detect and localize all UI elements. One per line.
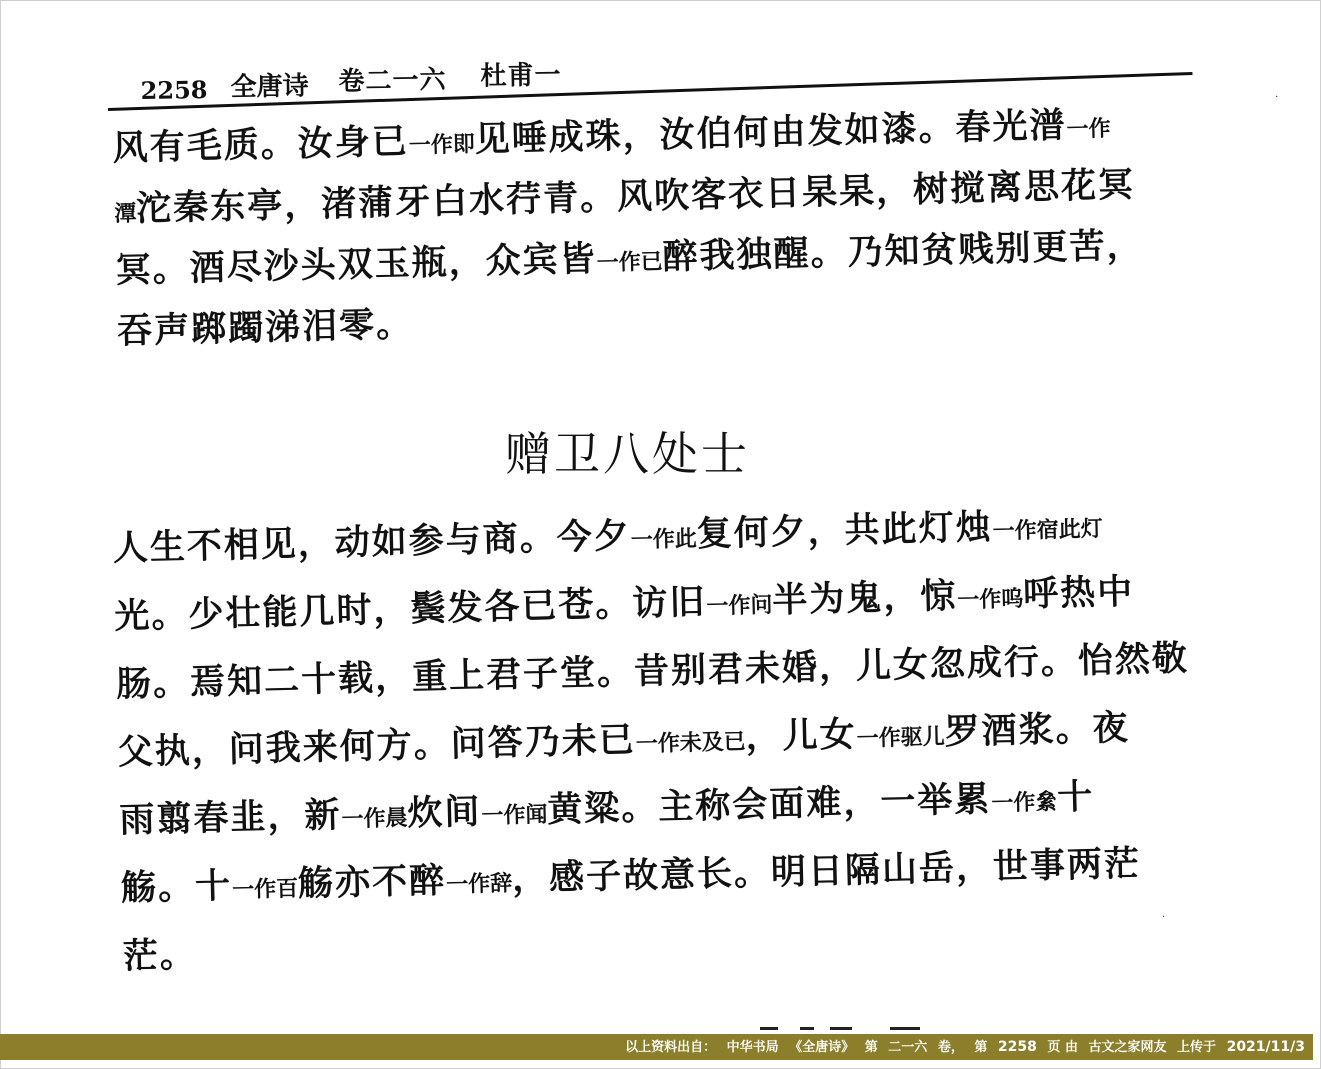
- variant-note: 一作此: [630, 525, 698, 554]
- line-text: 人生不相见，动如参与商。今夕: [112, 515, 632, 569]
- line-text: 风有毛质。汝身已: [112, 120, 410, 169]
- footer-volume: 二一六: [888, 1040, 928, 1055]
- footer-vol-pre: 第: [864, 1040, 878, 1055]
- footer-date: 2021/11/3: [1226, 1039, 1305, 1055]
- footer-publisher: 中华书局: [726, 1040, 779, 1055]
- previous-poem-continuation: [112, 91, 1208, 362]
- footer-uploaded: 上传于: [1177, 1040, 1217, 1055]
- line-text: 沱秦东亭，渚蒲牙白水荇青。风吹客衣日杲杲，树搅离思花冥: [135, 164, 1136, 230]
- line-text: 十: [1056, 776, 1095, 818]
- line-text: 父执，问我来何方。问答乃未已: [117, 719, 637, 773]
- variant-note: 一作宿此灯: [992, 515, 1104, 545]
- variant-note: 一作闻: [481, 801, 548, 830]
- author-section: 杜甫一: [480, 60, 562, 92]
- footer-book: 《全唐诗》: [789, 1040, 855, 1055]
- poem-title: 赠卫八处士: [505, 427, 750, 481]
- speck: ·: [1275, 92, 1279, 103]
- next-title-fragment: [740, 1023, 940, 1033]
- line-text: 黄粱。主称会面难，一举累: [546, 778, 992, 831]
- line-text: 见唾成珠，汝伯何由发如漆。春光潽: [474, 104, 1068, 161]
- variant-note: 一作絫: [991, 788, 1058, 817]
- poem-body: [112, 488, 1213, 990]
- variant-note: 一作驱儿: [856, 723, 946, 752]
- variant-note: 一作已: [596, 248, 664, 277]
- line-text: 雨翦春韭，新: [118, 794, 342, 841]
- footer-vol-post: 卷，: [937, 1040, 964, 1055]
- line-text: 光。少壮能几时，鬓发各已苍。访旧: [113, 581, 707, 637]
- footer-page-pre: 第: [974, 1040, 988, 1055]
- variant-note: 一作辞: [445, 870, 513, 898]
- variant-note: 一作晨: [341, 804, 408, 833]
- variant-note: 一作: [1066, 115, 1111, 143]
- line-text: 冥。酒尽沙头双玉瓶，众宾皆: [115, 238, 598, 291]
- speck: ·: [1162, 912, 1166, 923]
- line-text: 半为鬼，惊: [771, 575, 958, 621]
- variant-note: 一作呜: [957, 585, 1024, 614]
- footer-uploader: 古文之家网友: [1088, 1040, 1167, 1055]
- variant-note: 潭: [114, 200, 137, 227]
- line-text: 觞亦不醉: [297, 859, 447, 905]
- line-text: 吞声踯躅涕泪零。: [116, 303, 414, 352]
- line-text: 肠。焉知二十载，重上君子堂。昔别君未婚，儿女忽成行。怡然敬: [115, 637, 1190, 705]
- line-text: 茫。: [122, 934, 198, 977]
- footer-page: 2258: [997, 1039, 1037, 1055]
- footer-prefix: 以上资料出自：: [625, 1040, 717, 1055]
- line-text: 觞。十: [120, 865, 233, 909]
- line-text: ，儿女: [745, 713, 858, 758]
- page-number: 2258: [140, 74, 208, 105]
- variant-note: 一作即: [408, 131, 476, 159]
- variant-note: 一作未及已: [635, 728, 747, 758]
- book-title: 全唐诗: [230, 71, 309, 103]
- line-text: 罗酒浆。夜: [944, 707, 1131, 753]
- line-text: 醉我独醒。乃知贫贱别更苦，: [662, 224, 1144, 278]
- footer-page-post: 页 由: [1047, 1040, 1078, 1055]
- line-text: 复何夕，共此灯烛: [696, 506, 994, 555]
- line-text: ，感子故意长。明日隔山岳，世事两茫: [511, 842, 1142, 900]
- variant-note: 一作问: [706, 591, 773, 620]
- line-text: 呼热中: [1022, 571, 1135, 615]
- variant-note: 一作百: [231, 875, 299, 904]
- source-footer: [0, 1034, 1313, 1060]
- volume-label: 卷二一六: [338, 65, 447, 97]
- line-text: 炊间: [406, 791, 482, 834]
